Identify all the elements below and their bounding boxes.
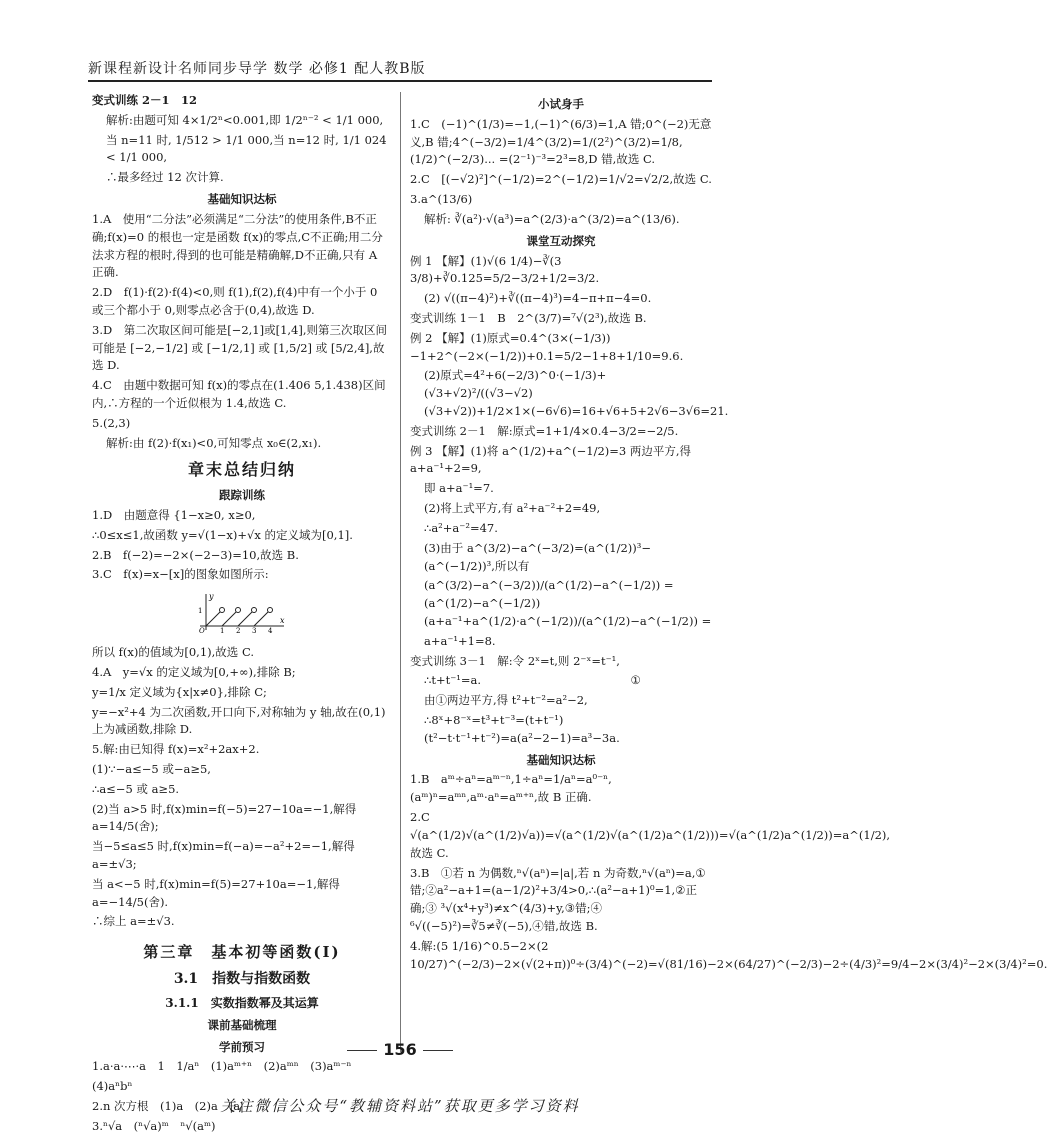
section-heading: 学前预习 — [219, 1039, 265, 1054]
section-heading: 基础知识达标 — [526, 752, 596, 767]
exercise-item: 变式训练 1－1 B 2^(3/7)=⁷√(2³),故选 B. — [410, 310, 647, 325]
answer-item: 3.B ①若 n 为偶数,ⁿ√(aⁿ)=|a|,若 n 为奇数,ⁿ√(aⁿ)=a,①错;②a²−a+1=(a−1/2)²+3/4>0,∴(a²−a+1)⁰=1,②正确;③ ³√(x⁴+y³)≠x^(4/3)+y,③错;④ ⁶√((−5)²)=∛5≠∛(−5),④错,故选 B. — [410, 865, 706, 933]
solution-text: ∴a²+a⁻²=47. — [424, 520, 498, 535]
graph-tick-label: 1 — [198, 607, 203, 616]
exercise-item: 变式训练 3－1 解:令 2ˣ=t,则 2⁻ˣ=t⁻¹, — [410, 653, 620, 668]
solution-text: (2) √((π−4)²)+∛((π−4)³)=4−π+π−4=0. — [424, 291, 652, 306]
solution-text: a+a⁻¹+1=8. — [424, 633, 496, 648]
solution-text: (3)由于 a^(3/2)−a^(−3/2)=(a^(1/2))³−(a^(−1/2))³,所以有 — [424, 540, 651, 573]
page-number-rule — [347, 1050, 377, 1051]
solution-text: ∴8ˣ+8⁻ˣ=t³+t⁻³=(t+t⁻¹)(t²−t·t⁻¹+t⁻²)=a(a²−2−1)=a³−3a. — [424, 713, 620, 745]
solution-text: (2)将上式平方,有 a²+a⁻²+2=49, — [424, 501, 601, 516]
floor-function-graph — [192, 590, 288, 634]
page-number-rule — [423, 1050, 453, 1051]
section-heading: 小试身手 — [538, 97, 584, 111]
section-heading: 跟踪训练 — [219, 488, 265, 503]
solution-text: 由①两边平方,得 t²+t⁻²=a²−2, — [424, 693, 588, 708]
solution-text: 当 n=11 时, 1/512 > 1/1 000,当 n=12 时, 1/1 024 < 1/1 000, — [106, 132, 387, 165]
answer-item: 1.a·a·⋯·a 1 1/aⁿ (1)aᵐ⁺ⁿ (2)aᵐⁿ (3)aᵐ⁻ⁿ — [92, 1059, 352, 1074]
solution-text: (a^(3/2)−a^(−3/2))/(a^(1/2)−a^(−1/2)) = (a^(1/2)−a^(−1/2))(a+a⁻¹+a^(1/2)·a^(−1/2))/(a^(1/2)−a^(−1/2)) = — [424, 578, 712, 628]
solution-text: 即 a+a⁻¹=7. — [424, 481, 494, 496]
answer-item: 5.(2,3) — [92, 415, 131, 430]
solution-text: 解析:由题可知 4×1/2ⁿ<0.001,即 1/2ⁿ⁻² < 1/1 000, — [106, 112, 384, 127]
answer-item: 4.C 由题中数据可知 f(x)的零点在(1.406 5,1.438)区间内,∴方程的一个近似根为 1.4,故选 C. — [92, 378, 386, 410]
subsection-title: 3.1.1 实数指数幂及其运算 — [165, 996, 319, 1011]
graph-x-tick: 1 — [220, 627, 225, 636]
header-rule — [88, 80, 712, 82]
graph-x-label: x — [280, 616, 285, 626]
example-item: 例 3 【解】(1)将 a^(1/2)+a^(−1/2)=3 两边平方,得 a+a⁻¹+2=9, — [410, 443, 692, 476]
answer-item: ∴0≤x≤1,故函数 y=√(1−x)+√x 的定义域为[0,1]. — [92, 527, 353, 542]
answer-item: 2.C √(a^(1/2)√(a^(1/2)√a))=√(a^(1/2)√(a^(1/2)a^(1/2)))=√(a^(1/2)a^(1/2))=a^(1/2),故选 C. — [410, 810, 891, 860]
page-header: 新课程新设计名师同步导学 数学 必修1 配人教B版 — [88, 61, 426, 77]
graph-origin-label: O — [199, 627, 205, 636]
answer-item: 3.C f(x)=x−[x]的图象如图所示: — [92, 567, 269, 582]
section-heading: 课堂互动探究 — [526, 233, 596, 248]
answer-item: 1.B aᵐ÷aⁿ=aᵐ⁻ⁿ,1÷aⁿ=1/aⁿ=a⁰⁻ⁿ,(aᵐ)ⁿ=aᵐⁿ,aᵐ·aⁿ=aᵐ⁺ⁿ,故 B 正确. — [410, 772, 612, 805]
exercise-item: 变式训练 2－1 解:原式=1+1/4×0.4−3/2=−2/5. — [410, 423, 679, 438]
exercise-heading: 变式训练 2－1 12 — [92, 93, 198, 107]
answer-item: 2.C [(−√2)²]^(−1/2)=2^(−1/2)=1/√2=√2/2,故选 C. — [410, 172, 712, 187]
page-number-text: 156 — [383, 1040, 417, 1059]
answer-item: ∴a≤−5 或 a≥5. — [92, 781, 180, 796]
graph-x-tick: 3 — [252, 627, 257, 636]
example-item: 例 2 【解】(1)原式=0.4^(3×(−1/3))−1+2^(−2×(−1/2))+0.1=5/2−1+8+1/10=9.6. — [410, 330, 684, 363]
answer-item: 2.n 次方根 (1)a (2)a |a| — [92, 1099, 244, 1114]
solution-text: ∴t+t⁻¹=a. ① — [424, 673, 641, 688]
answer-item: 3.a^(13/6) — [410, 192, 473, 207]
example-item: 例 1 【解】(1)√(6 1/4)−∛(3 3/8)+∛0.125=5/2−3/2+1/2=3/2. — [410, 253, 600, 286]
answer-item: (2)当 a>5 时,f(x)min=f(−5)=27−10a=−1,解得 a=14/5(舍); — [92, 801, 357, 834]
graph-y-label: y — [209, 592, 214, 602]
chapter-title: 第三章 基本初等函数(Ⅰ) — [143, 943, 341, 962]
answer-item: 3.D 第二次取区间可能是[−2,1]或[1,4],则第三次取区间可能是 [−2,−1/2] 或 [−1/2,1] 或 [1,5/2] 或 [5/2,4],故选 D. — [92, 322, 388, 373]
answer-item: (4)aⁿbⁿ — [92, 1079, 133, 1094]
answer-item: 2.D f(1)·f(2)·f(4)<0,则 f(1),f(2),f(4)中有一个小于 0 或三个都小于 0,则零点必含于(0,4),故选 D. — [92, 285, 378, 317]
answer-item: 1.D 由题意得 {1−x≥0, x≥0, — [92, 508, 256, 523]
answer-item: 1.C (−1)^(1/3)=−1,(−1)^(6/3)=1,A 错;0^(−2)无意义,B 错;4^(−3/2)=1/4^(3/2)=1/(2²)^(3/2)=1/8,(1/2)^(−2/3)... =(2⁻¹)⁻³=2³=8,D 错,故选 C. — [410, 116, 712, 167]
graph-x-tick: 2 — [236, 627, 241, 636]
right-column — [410, 92, 1047, 975]
left-column — [92, 92, 392, 1138]
answer-item: 1.A 使用“二分法”必须满足“二分法”的使用条件,B不正确;f(x)=0 的根也一定是函数 f(x)的零点,C不正确;用二分法求方程的根时,得到的也可能是精确解,D不正确,只有 A 正确. — [92, 211, 383, 280]
solution-text: (2)原式=4²+6(−2/3)^0·(−1/3)+(√3+√2)²/((√3−√2)(√3+√2))+1/2×1×(−6√6)=16+√6+5+2√6−3√6=21. — [424, 368, 729, 418]
solution-text: 解析: ∛(a²)·√(a³)=a^(2/3)·a^(3/2)=a^(13/6). — [424, 211, 680, 226]
section-title: 3.1 指数与指数函数 — [173, 970, 311, 987]
answer-item: 所以 f(x)的值域为[0,1),故选 C. — [92, 645, 254, 660]
answer-item: 当−5≤a≤5 时,f(x)min=f(−a)=−a²+2=−1,解得 a=±√3; — [92, 839, 355, 872]
answer-item: 4.解:(5 1/16)^0.5−2×(2 10/27)^(−2/3)−2×(√(2+π))⁰÷(3/4)^(−2)=√(81/16)−2×(64/27)^(−2/3)−2÷(4/3)²=9/4−2×(3/4)²−2×(3/4)²=0. — [410, 938, 1047, 971]
footer-watermark: 关注微信公众号“教辅资料站”获取更多学习资料 — [220, 1097, 580, 1115]
answer-item: 2.B f(−2)=−2×(−2−3)=10,故选 B. — [92, 547, 299, 562]
graph-x-tick: 4 — [268, 627, 273, 636]
answer-item: ∴综上 a=±√3. — [92, 914, 175, 929]
answer-item: y=1/x 定义域为{x|x≠0},排除 C; — [92, 684, 267, 699]
answer-item: (1)∵−a≤−5 或−a≥5, — [92, 761, 211, 776]
answer-item: 4.A y=√x 的定义域为[0,+∞),排除 B; — [92, 664, 296, 679]
answer-item: 5.解:由已知得 f(x)=x²+2ax+2. — [92, 742, 260, 757]
answer-item: 当 a<−5 时,f(x)min=f(5)=27+10a=−1,解得 a=−14/5(舍). — [92, 876, 340, 909]
section-heading: 基础知识达标 — [207, 192, 277, 207]
column-divider — [400, 92, 401, 1052]
section-heading: 课前基础梳理 — [207, 1017, 277, 1032]
solution-text: ∴最多经过 12 次计算. — [106, 170, 224, 185]
answer-item: y=−x²+4 为二次函数,开口向下,对称轴为 y 轴,故在(0,1)上为减函数,排除 D. — [92, 704, 386, 737]
solution-text: 解析:由 f(2)·f(x₁)<0,可知零点 x₀∈(2,x₁). — [106, 435, 322, 450]
page-number — [0, 1040, 800, 1059]
answer-item: 3.ⁿ√a (ⁿ√a)ᵐ ⁿ√(aᵐ) — [92, 1118, 216, 1133]
chapter-summary-title: 章末总结归纳 — [187, 460, 296, 480]
